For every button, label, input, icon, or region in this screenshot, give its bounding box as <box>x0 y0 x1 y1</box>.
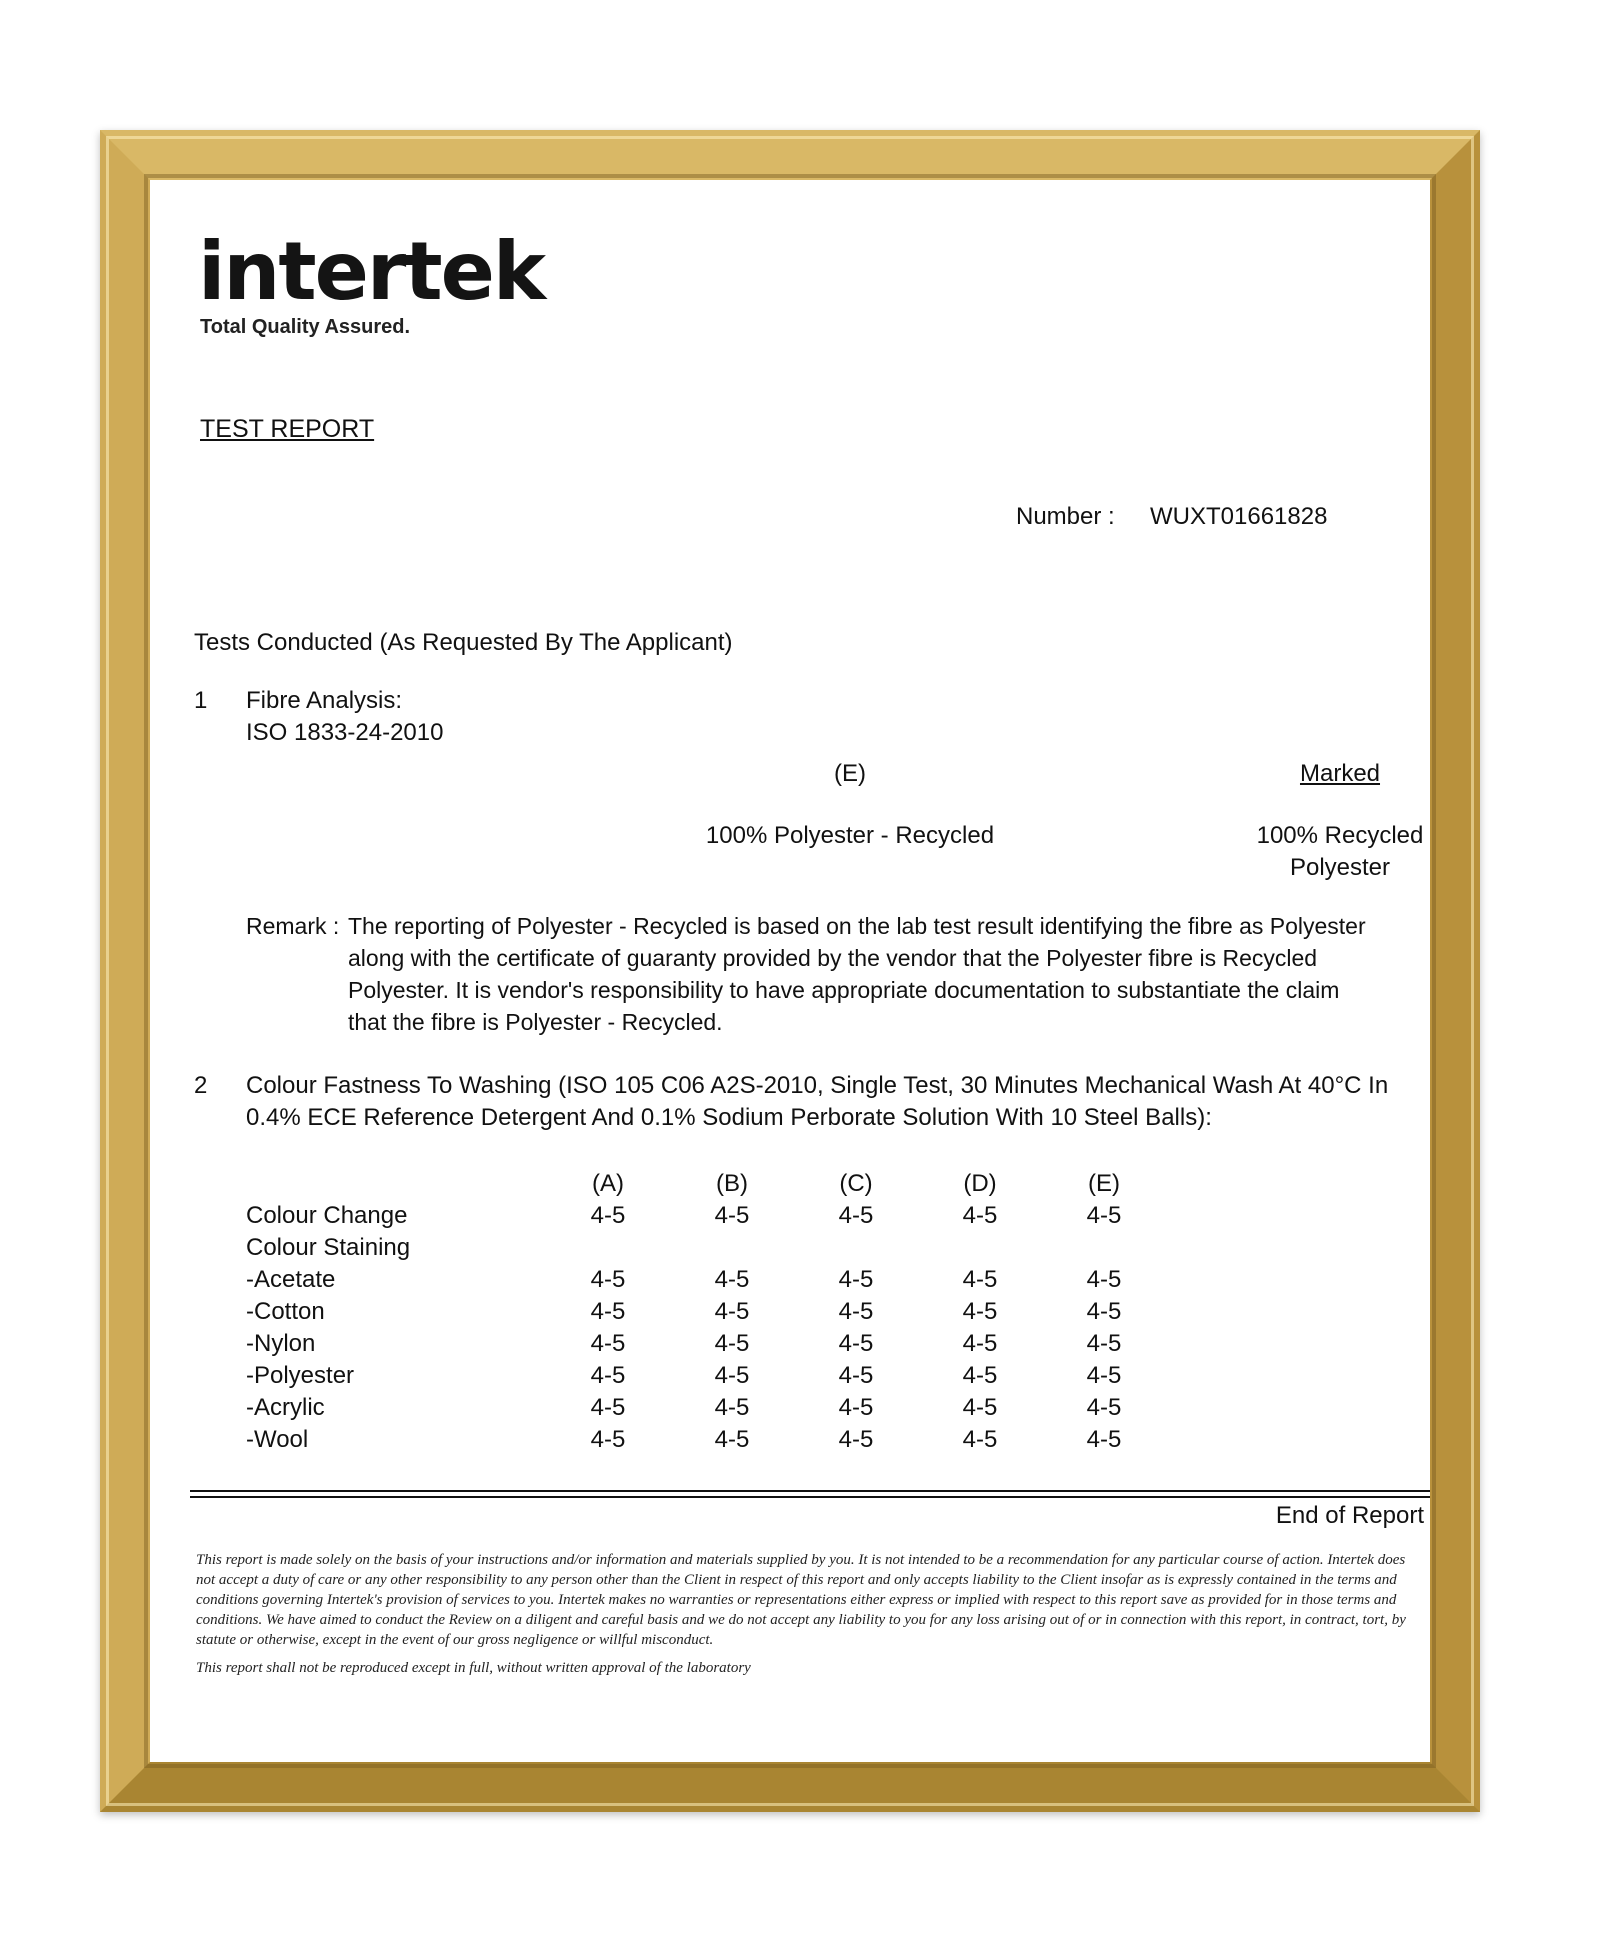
grade-cell: 4-5 <box>838 1330 874 1357</box>
table-row <box>246 1392 1166 1424</box>
remark-text: The reporting of Polyester - Recycled is based on the lab test result identifying the fibre as Polyester along with the certificate of guaranty provided by the vendor that the Polyester fibre is Recycled Polyester. It is vendor's responsibility to have appropriate documentation to substantiate the claim that the fibre is Polyester - Recycled. <box>348 913 1366 1035</box>
grade-cell: 4-5 <box>962 1298 998 1325</box>
test1-index: 1 <box>194 687 208 714</box>
grade-cell: 4-5 <box>1086 1266 1122 1293</box>
grade-cell <box>794 1232 918 1264</box>
grade-cell: 4-5 <box>1086 1298 1122 1325</box>
grade-cell: 4-5 <box>590 1362 626 1389</box>
test2-description-line2: 0.4% ECE Reference Detergent And 0.1% Sodium Perborate Solution With 10 Steel Balls): <box>246 1104 1212 1131</box>
table-row <box>246 1424 1166 1456</box>
test1-column-marked-header: Marked <box>1299 760 1381 787</box>
grade-cell: 4-5 <box>838 1298 874 1325</box>
table-row <box>246 1200 1166 1232</box>
test1-standard: ISO 1833-24-2010 <box>246 719 444 746</box>
grade-cell: 4-5 <box>590 1298 626 1325</box>
divider-line <box>190 1496 1430 1498</box>
grade-cell: 4-5 <box>714 1298 750 1325</box>
grade-cell: 4-5 <box>1086 1202 1122 1229</box>
grade-cell: 4-5 <box>962 1266 998 1293</box>
grade-cell <box>546 1232 670 1264</box>
grade-cell <box>1042 1232 1166 1264</box>
row-label: -Nylon <box>246 1330 316 1357</box>
grade-cell: 4-5 <box>714 1330 750 1357</box>
column-header-e: (E) <box>1088 1170 1120 1197</box>
test-report-document <box>150 180 1430 1762</box>
remark-label: Remark : <box>246 913 340 939</box>
grade-cell: 4-5 <box>590 1426 626 1453</box>
disclaimer-text: This report is made solely on the basis of your instructions and/or information and materials supplied by you. It is not intended to be a recommendation for any particular course of action. Intertek does not accept a duty of care or any other responsibility to any person other than the Client in respect of this report and only accepts liability to the Client insofar as is expressly contained in the terms and conditions governing Intertek's provision of services to you. Intertek makes no warranties or representations either express or implied with respect to this report save as provided for in those terms and conditions. We have aimed to conduct the Review on a diligent and careful basis and we do not accept any liability to you for any loss arising out of or in connection with this report, in contract, tort, by statute or otherwise, except in the event of our gross negligence or willful misconduct. <box>196 1552 1406 1648</box>
grade-cell: 4-5 <box>838 1266 874 1293</box>
test1-name: Fibre Analysis: <box>246 687 403 714</box>
grade-cell: 4-5 <box>590 1202 626 1229</box>
grade-cell: 4-5 <box>962 1426 998 1453</box>
column-header-b: (B) <box>716 1170 748 1197</box>
grade-cell: 4-5 <box>838 1202 874 1229</box>
grade-cell: 4-5 <box>838 1362 874 1389</box>
test1-column-e-value: 100% Polyester - Recycled <box>705 822 995 849</box>
intertek-logo: intertek <box>198 225 545 318</box>
test1-marked-value-line2: Polyester <box>1289 854 1391 881</box>
end-of-report-text: End of Report <box>1275 1502 1424 1529</box>
report-number-value: WUXT01661828 <box>1150 503 1328 530</box>
tests-heading: Tests Conducted (As Requested By The Applicant) <box>194 629 733 656</box>
row-label: Colour Staining <box>246 1234 411 1261</box>
grade-cell: 4-5 <box>714 1426 750 1453</box>
grade-cell: 4-5 <box>962 1362 998 1389</box>
table-row <box>246 1328 1166 1360</box>
divider-line <box>190 1490 1430 1492</box>
grade-cell: 4-5 <box>714 1394 750 1421</box>
grade-cell: 4-5 <box>838 1394 874 1421</box>
column-header-d: (D) <box>963 1170 997 1197</box>
grade-cell <box>670 1232 794 1264</box>
report-number-label: Number : <box>1016 503 1115 530</box>
column-header-a: (A) <box>592 1170 624 1197</box>
colour-fastness-table <box>246 1168 1166 1456</box>
row-label: -Acrylic <box>246 1394 325 1421</box>
row-label: -Polyester <box>246 1362 355 1389</box>
logo-tagline: Total Quality Assured. <box>200 316 411 338</box>
table-row <box>246 1264 1166 1296</box>
test1-column-e-header: (E) <box>834 760 866 787</box>
grade-cell: 4-5 <box>590 1330 626 1357</box>
table-header-row <box>246 1168 1166 1200</box>
grade-cell: 4-5 <box>1086 1362 1122 1389</box>
grade-cell: 4-5 <box>1086 1330 1122 1357</box>
row-label: Colour Change <box>246 1202 408 1229</box>
test2-index: 2 <box>194 1072 208 1099</box>
grade-cell: 4-5 <box>962 1394 998 1421</box>
table-row <box>246 1360 1166 1392</box>
row-label: -Cotton <box>246 1298 325 1325</box>
grade-cell: 4-5 <box>838 1426 874 1453</box>
grade-cell: 4-5 <box>962 1330 998 1357</box>
row-label: -Wool <box>246 1426 309 1453</box>
table-row <box>246 1232 1166 1264</box>
test1-marked-value-line1: 100% Recycled <box>1256 822 1424 849</box>
report-title: TEST REPORT <box>200 415 375 443</box>
grade-cell: 4-5 <box>714 1202 750 1229</box>
grade-cell: 4-5 <box>1086 1394 1122 1421</box>
grade-cell: 4-5 <box>714 1266 750 1293</box>
grade-cell: 4-5 <box>1086 1426 1122 1453</box>
grade-cell: 4-5 <box>590 1266 626 1293</box>
reproduction-note: This report shall not be reproduced except in full, without written approval of the laboratory <box>196 1660 751 1676</box>
test2-description-line1: Colour Fastness To Washing (ISO 105 C06 A2S-2010, Single Test, 30 Minutes Mechanical Wash At 40°C In <box>246 1072 1389 1099</box>
grade-cell: 4-5 <box>714 1362 750 1389</box>
column-header-c: (C) <box>839 1170 873 1197</box>
grade-cell: 4-5 <box>590 1394 626 1421</box>
grade-cell: 4-5 <box>962 1202 998 1229</box>
grade-cell <box>918 1232 1042 1264</box>
row-label: -Acetate <box>246 1266 336 1293</box>
table-row <box>246 1296 1166 1328</box>
